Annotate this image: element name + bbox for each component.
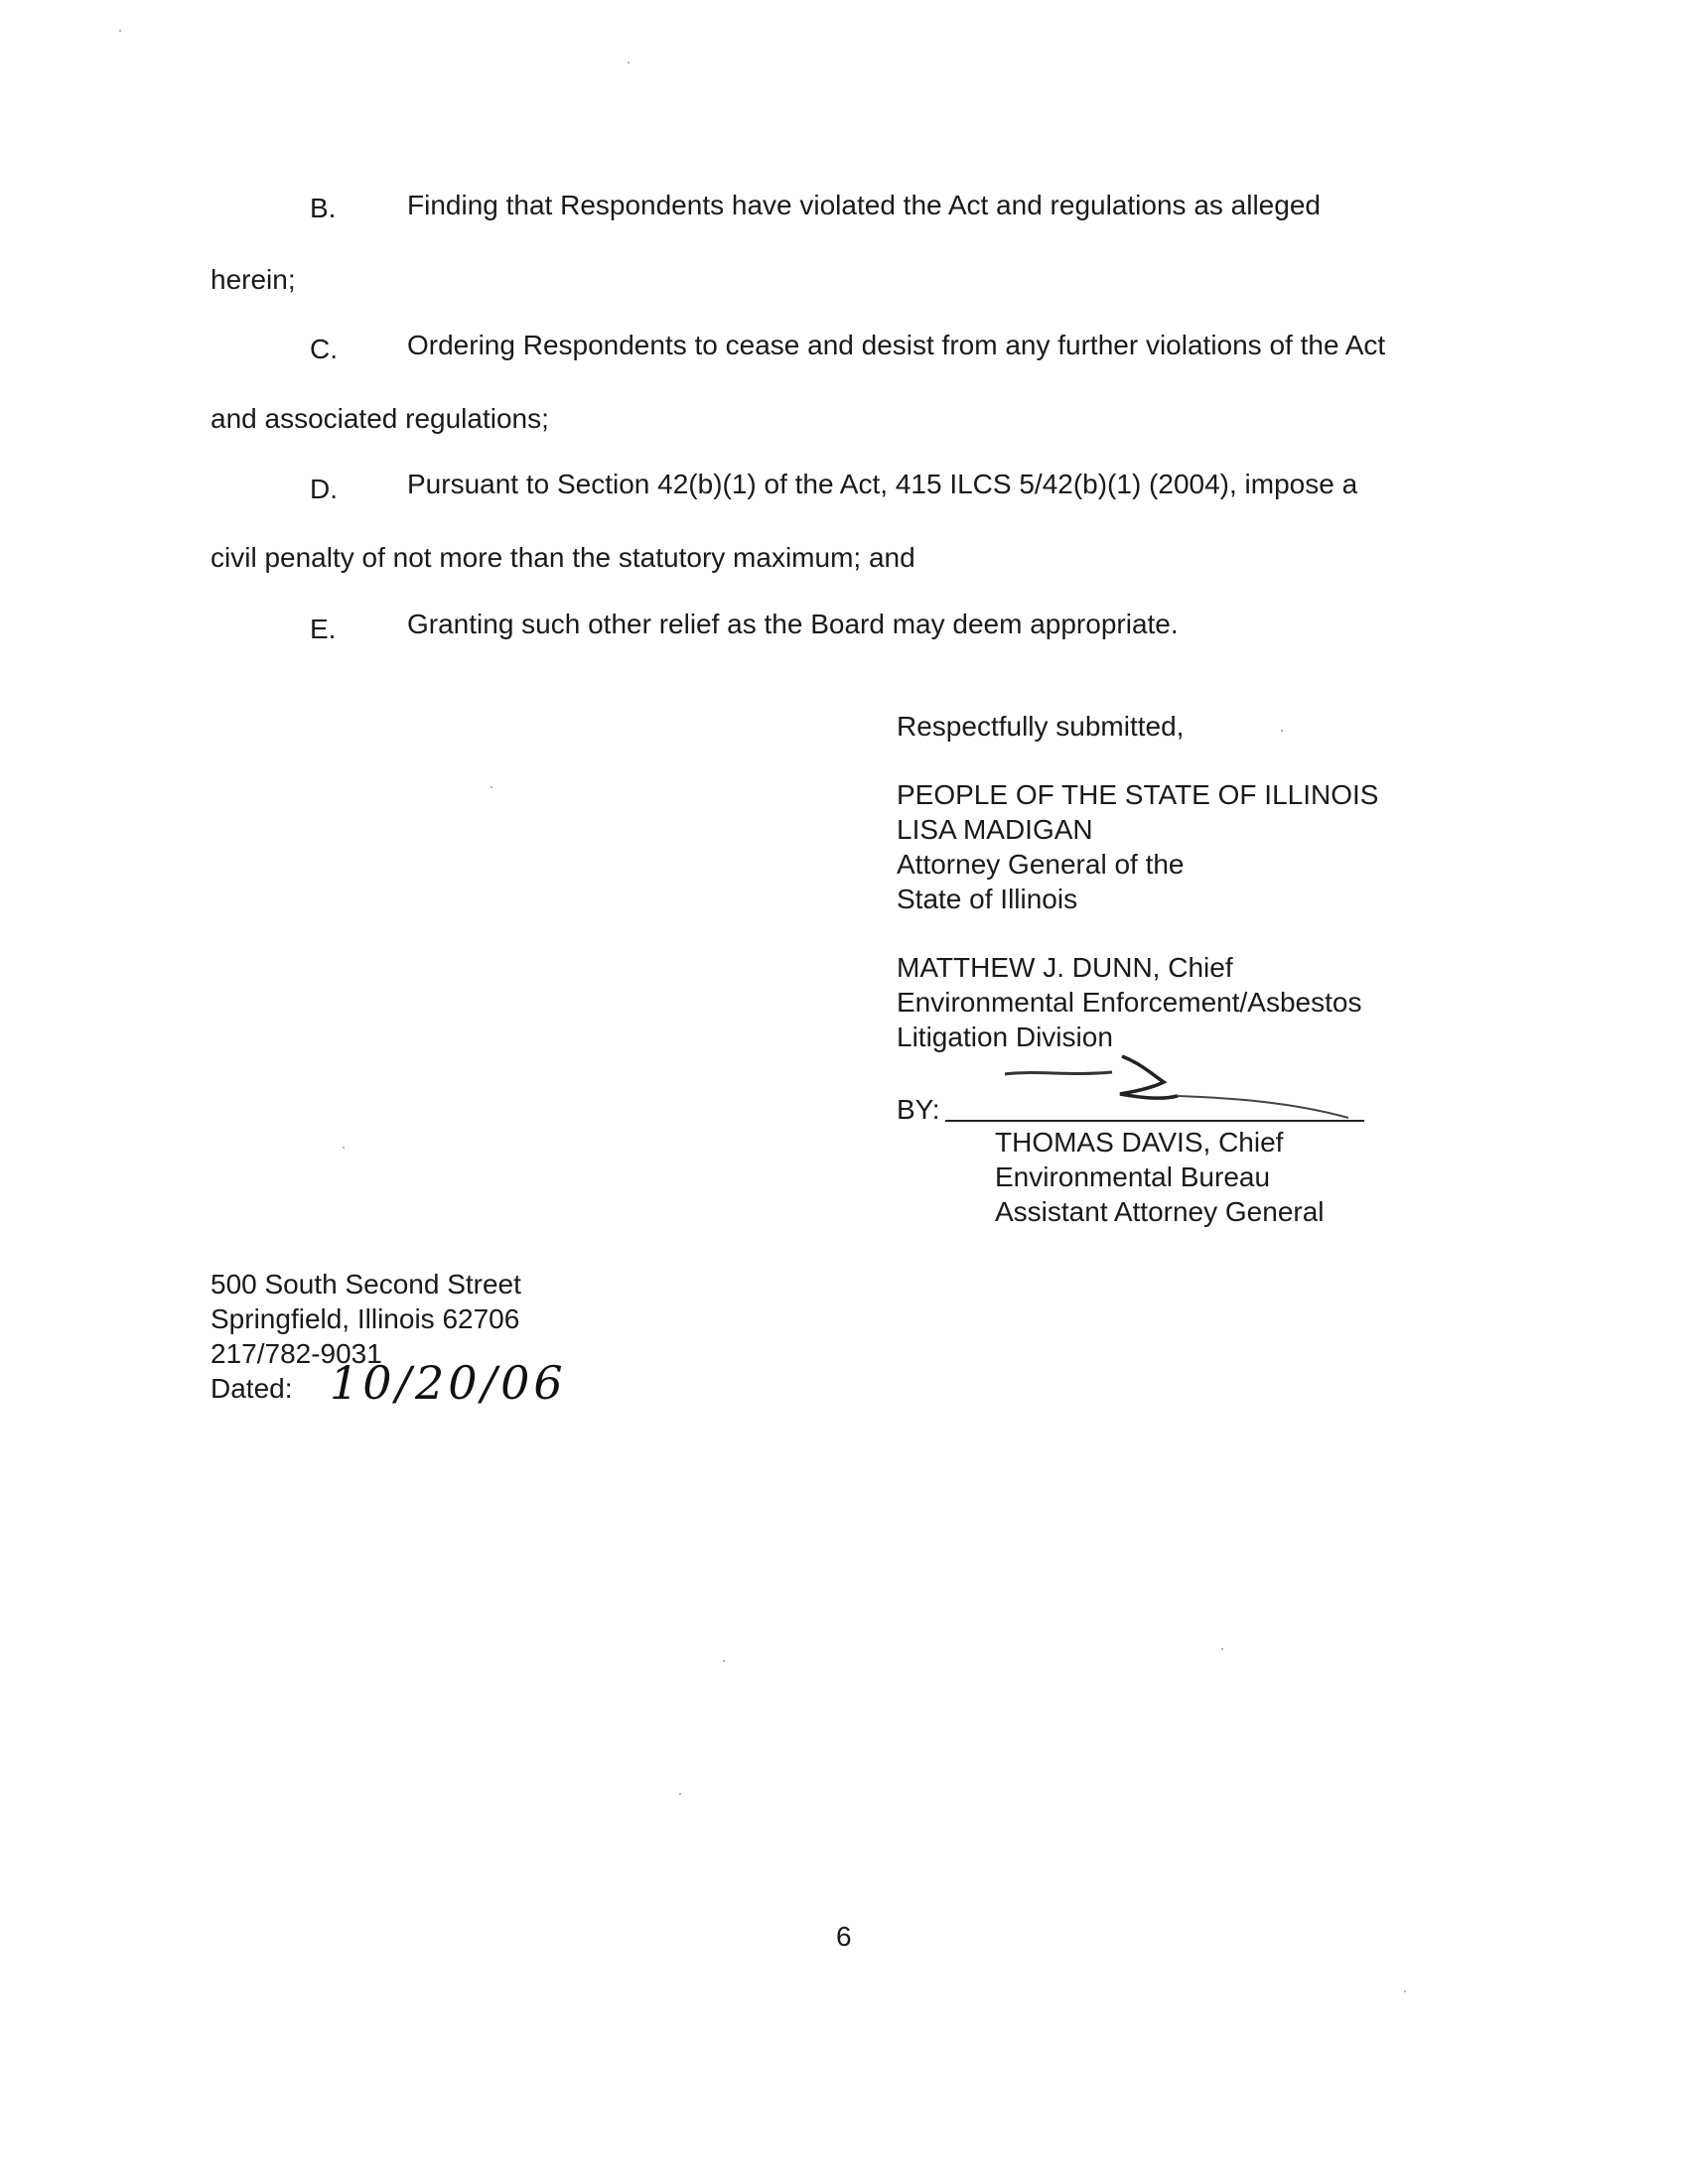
item-d-letter: D. xyxy=(310,474,338,504)
item-b-text: Finding that Respondents have violated the Act and regulations as alleged xyxy=(407,190,1321,220)
dated-handwritten-value: 10/20/06 xyxy=(330,1356,567,1410)
page-number: 6 xyxy=(836,1921,852,1952)
signer-line-2: Environmental Bureau xyxy=(995,1161,1271,1192)
scan-speck xyxy=(628,62,630,64)
party-line-4: State of Illinois xyxy=(897,884,1078,914)
closing-text: Respectfully submitted, xyxy=(897,711,1185,742)
item-c-continuation: and associated regulations; xyxy=(210,403,549,434)
item-d-text: Pursuant to Section 42(b)(1) of the Act, 415 ILCS 5/42(b)(1) (2004), impose a xyxy=(407,469,1358,499)
scan-speck xyxy=(679,1793,681,1795)
party-line-3: Attorney General of the xyxy=(897,849,1185,880)
item-c-text: Ordering Respondents to cease and desist from any further violations of the Act xyxy=(407,330,1386,360)
scan-speck xyxy=(1221,1648,1223,1650)
scan-speck xyxy=(343,1147,345,1149)
item-e-text: Granting such other relief as the Board may deem appropriate. xyxy=(407,609,1179,639)
address-city: Springfield, Illinois 62706 xyxy=(210,1303,520,1334)
chief-line-1: MATTHEW J. DUNN, Chief xyxy=(897,952,1233,983)
address-street: 500 South Second Street xyxy=(210,1269,521,1299)
item-c-letter: C. xyxy=(310,334,338,364)
signature-scrawl-icon xyxy=(1003,1052,1360,1132)
scan-speck xyxy=(723,1660,725,1662)
item-d-continuation: civil penalty of not more than the statutory maximum; and xyxy=(210,542,915,573)
scan-speck xyxy=(1404,1990,1406,1992)
party-line-1: PEOPLE OF THE STATE OF ILLINOIS xyxy=(897,779,1379,810)
item-b-continuation: herein; xyxy=(210,264,296,295)
signer-line-1: THOMAS DAVIS, Chief xyxy=(995,1127,1284,1158)
chief-line-3: Litigation Division xyxy=(897,1022,1113,1052)
address-phone: 217/782-9031 xyxy=(210,1338,382,1369)
item-e-letter: E. xyxy=(310,614,337,644)
signer-line-3: Assistant Attorney General xyxy=(995,1196,1325,1227)
scan-speck xyxy=(491,786,492,788)
party-line-2: LISA MADIGAN xyxy=(897,814,1093,845)
by-label: BY: xyxy=(897,1094,940,1125)
chief-line-2: Environmental Enforcement/Asbestos xyxy=(897,987,1362,1018)
item-b-letter: B. xyxy=(310,193,337,223)
scan-speck xyxy=(1281,730,1283,732)
scan-speck xyxy=(119,30,121,32)
dated-label: Dated: xyxy=(210,1373,293,1404)
